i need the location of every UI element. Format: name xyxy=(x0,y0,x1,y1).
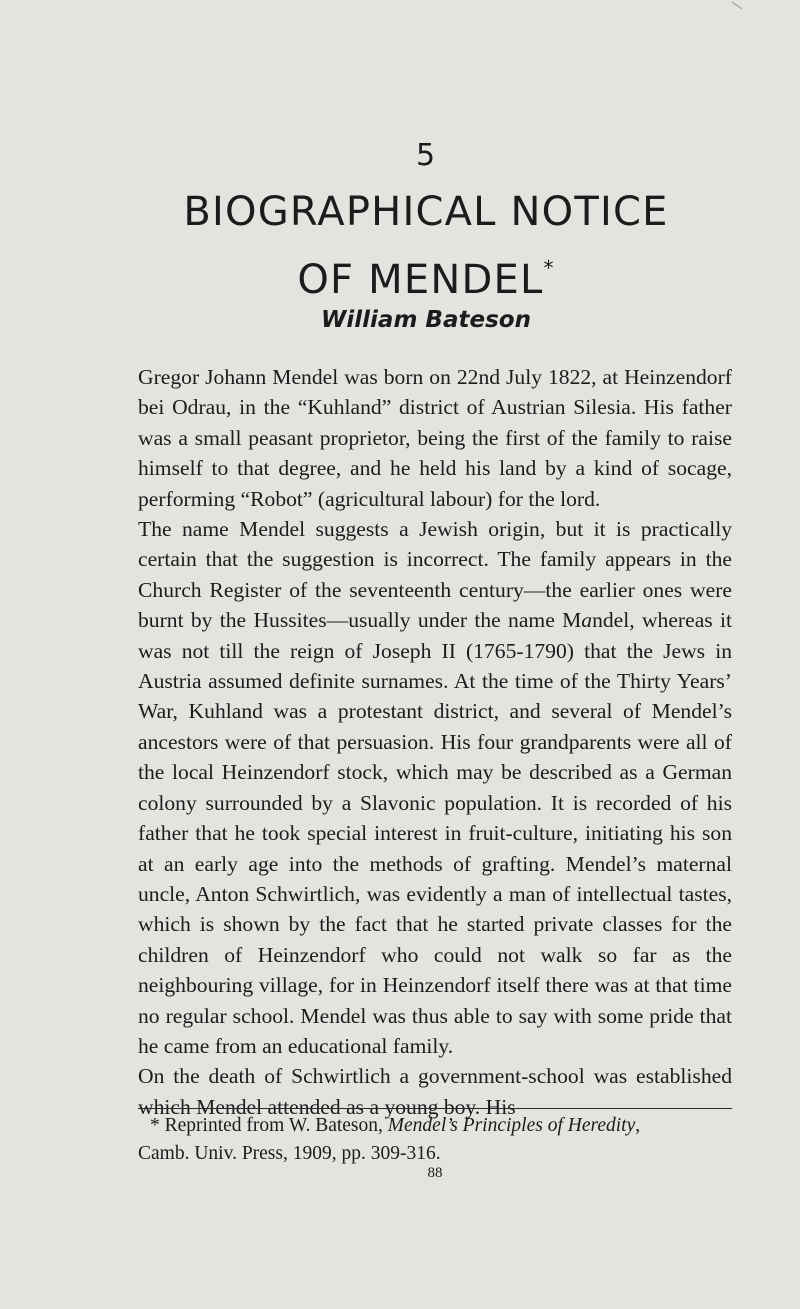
footnote-divider xyxy=(138,1108,732,1109)
chapter-title-line-2 xyxy=(0,240,800,308)
page-number: 88 xyxy=(427,1165,443,1181)
footnote-line-1 xyxy=(138,1112,732,1140)
footnote xyxy=(138,1112,732,1168)
footnote-text-b: , xyxy=(635,1115,641,1136)
chapter-title-line-2-text: OF MENDEL xyxy=(297,257,544,303)
paragraph-3: On the death of Schwirtlich a government-school was established which Mendel attended as a young boy. His xyxy=(138,1064,732,1119)
footnote-marker: * xyxy=(150,1115,160,1136)
author-name: William Bateson xyxy=(321,307,531,333)
paragraph-2-part-a: The name Mendel suggests a Jewish origin, but it is practically certain that the suggestion is incorrect. The family appears in the Church Register of the seventeenth century—the earlier ones were burnt by the Hussites—usually under the name M xyxy=(138,517,732,633)
footnote-book-title: Mendel’s Principles of Heredity xyxy=(387,1115,636,1136)
paragraph-2-italic-letter: a xyxy=(581,608,593,633)
footnote-reference-marker: * xyxy=(543,256,555,280)
footnote-text-a: Reprinted from W. Bateson, xyxy=(159,1115,388,1136)
chapter-title-line-1: BIOGRAPHICAL NOTICE xyxy=(183,189,669,235)
chapter-title xyxy=(0,184,800,308)
chapter-number: 5 xyxy=(415,138,437,173)
paragraph-2 xyxy=(138,514,732,1061)
footnote-line-2: Camb. Univ. Press, 1909, pp. 309-316. xyxy=(138,1143,441,1164)
scan-mark xyxy=(726,2,742,18)
paragraph-2-part-b: ndel, whereas it was not till the reign of Joseph II (1765-1790) that the Jews in Austria assumed definite surnames. At the time of the Thirty Years’ War, Kuhland was a protestant district, and several of Mendel’s ancestors were of that persuasion. His four grandparents were all of the local Heinzendorf stock, which may be described as a German colony surrounded by a Slavonic population. It is recorded of his father that he took special interest in fruit-culture, initiating his son at an early age into the methods of grafting. Mendel’s maternal uncle, Anton Schwirtlich, was evidently a man of intellectual tastes, which is shown by the fact that he started private classes for the children of Heinzendorf who could not walk so far as the neighbouring village, for in Heinzendorf itself there was at that time no regular school. Mendel was thus able to say with some pride that he came from an educational family. xyxy=(138,608,732,1058)
body-text xyxy=(138,362,732,1122)
paragraph-1: Gregor Johann Mendel was born on 22nd July 1822, at Heinzendorf bei Odrau, in the “Kuhland” district of Austrian Silesia. His father was a small peasant proprietor, being the first of the family to raise himself to that degree, and he held his land by a kind of socage, performing “Robot” (agricultural labour) for the lord. xyxy=(138,365,732,511)
